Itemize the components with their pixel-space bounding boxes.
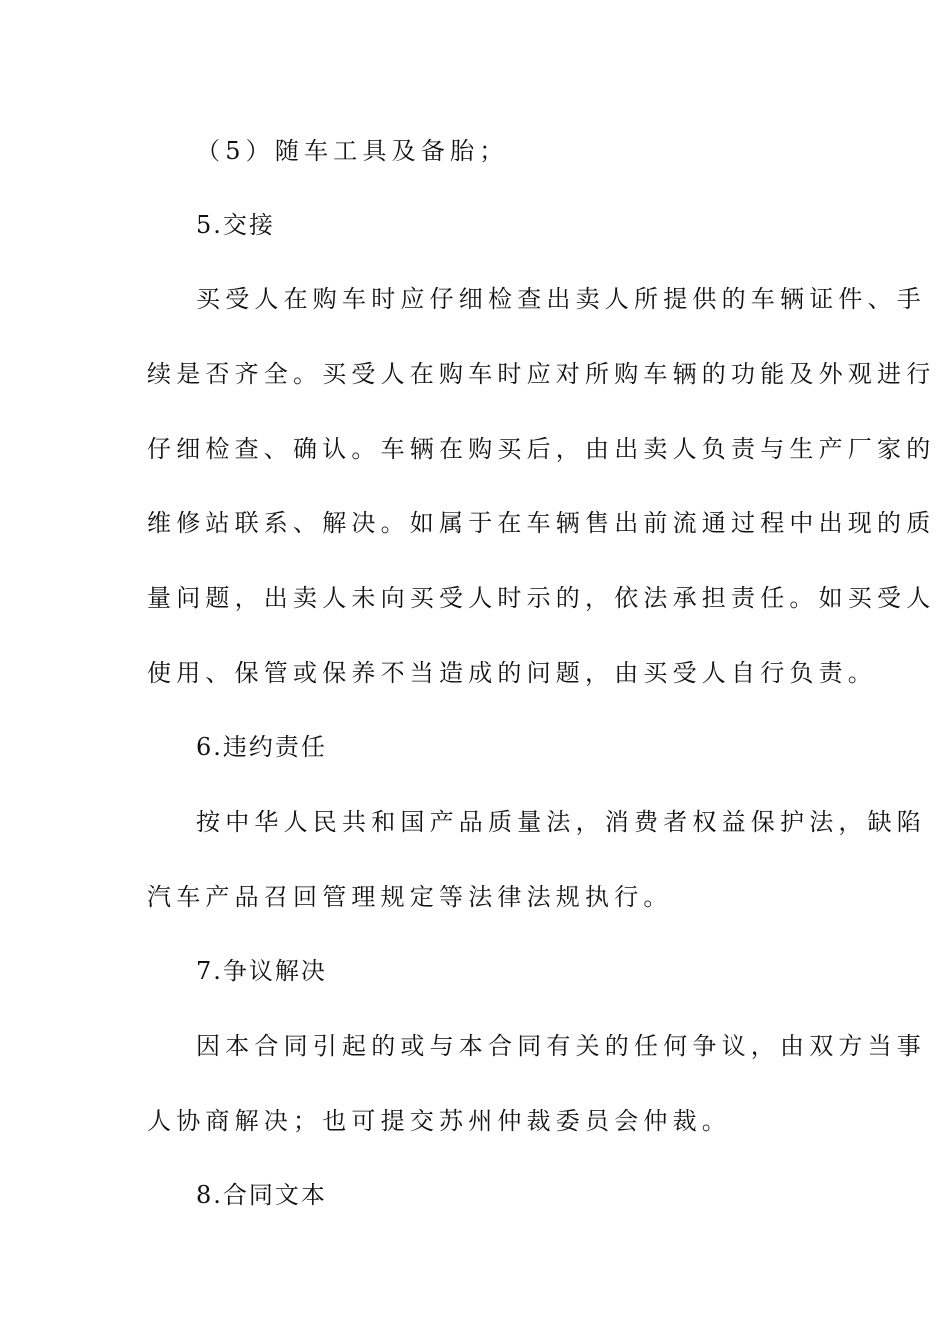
- paragraph-line: 仔细检查、确认。车辆在购买后，由出卖人负责与生产厂家的: [147, 435, 936, 463]
- section-heading-liability: 6.违约责任: [196, 733, 327, 761]
- section-heading-contract-text: 8.合同文本: [196, 1181, 327, 1209]
- paragraph-line: 维修站联系、解决。如属于在车辆售出前流通过程中出现的质: [147, 509, 936, 537]
- list-item-tools-spare-tire: （5）随车工具及备胎；: [196, 137, 509, 165]
- paragraph-line: 按中华人民共和国产品质量法，消费者权益保护法，缺陷: [196, 808, 926, 836]
- paragraph-line: 续是否齐全。买受人在购车时应对所购车辆的功能及外观进行: [147, 360, 936, 388]
- paragraph-line: 买受人在购车时应仔细检查出卖人所提供的车辆证件、手: [196, 285, 926, 313]
- paragraph-line: 使用、保管或保养不当造成的问题，由买受人自行负责。: [147, 659, 877, 687]
- section-heading-handover: 5.交接: [196, 211, 275, 239]
- paragraph-line: 人协商解决；也可提交苏州仲裁委员会仲裁。: [147, 1107, 731, 1135]
- paragraph-line: 因本合同引起的或与本合同有关的任何争议，由双方当事: [196, 1032, 926, 1060]
- section-heading-dispute: 7.争议解决: [196, 957, 327, 985]
- paragraph-line: 汽车产品召回管理规定等法律法规执行。: [147, 883, 673, 911]
- paragraph-line: 量问题，出卖人未向买受人时示的，依法承担责任。如买受人: [147, 584, 936, 612]
